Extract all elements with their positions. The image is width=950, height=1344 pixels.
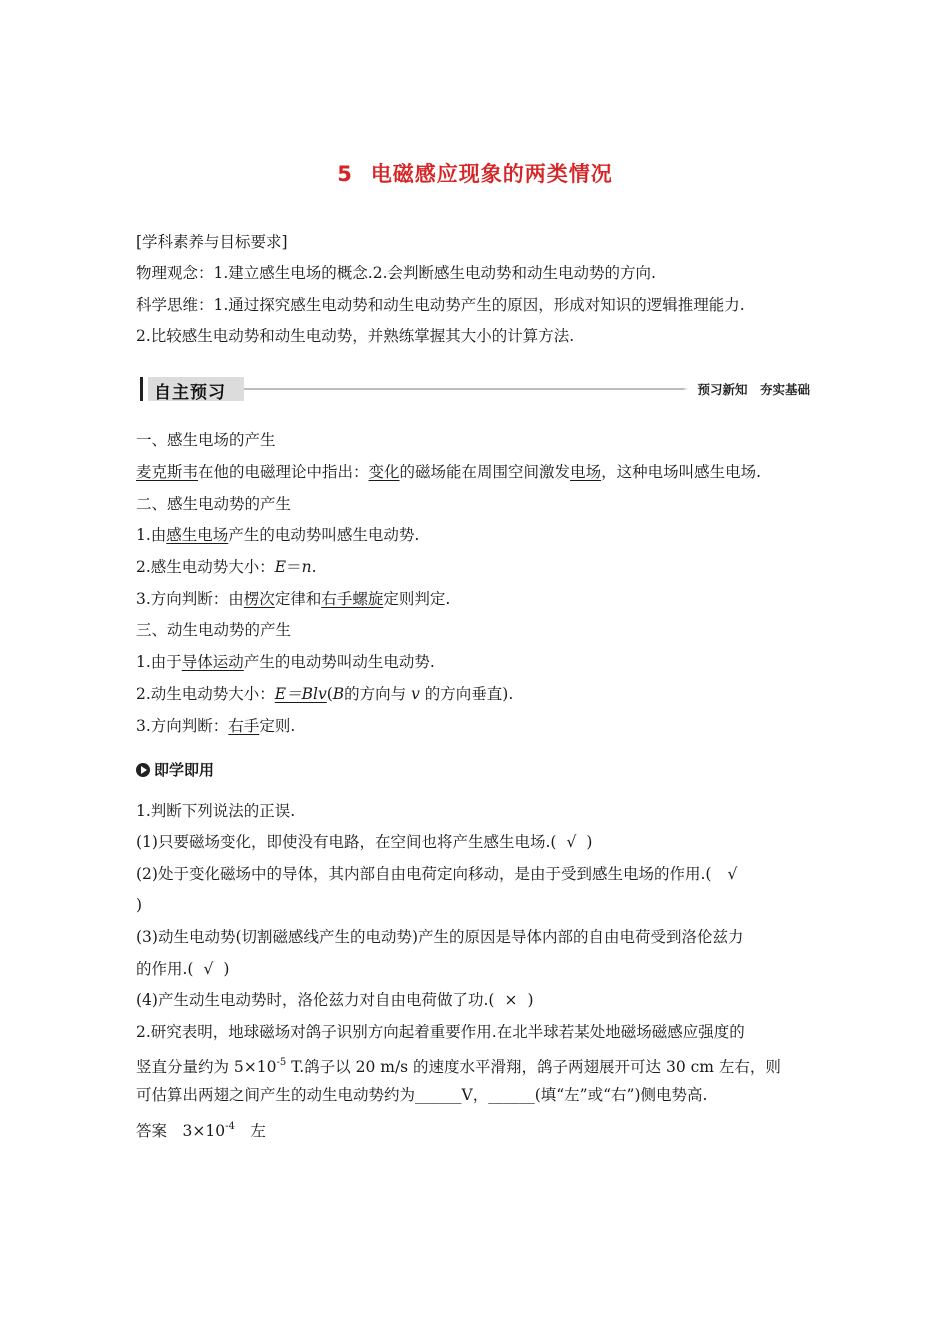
question-1-3-line-2: [136, 959, 229, 979]
text-fragment: 定则.: [259, 717, 296, 735]
text-fragment: 定律和: [274, 590, 322, 608]
section3-item-3: [136, 716, 295, 736]
blank-formula-blv: E＝Blv: [274, 685, 327, 703]
section3-item-2: [136, 684, 513, 704]
text-fragment: ，这种电场叫感生电场.: [601, 463, 762, 481]
section-banner: [136, 376, 812, 402]
physics-concept-line: 物理观念：1.建立感生电场的概念.2.会判断感生电动势和动生电动势的方向.: [136, 264, 656, 282]
section1-heading: 一、感生电场的产生: [136, 431, 276, 449]
blank-changing: 变化: [368, 463, 400, 481]
check-mark: √: [727, 865, 738, 883]
text-fragment: ): [586, 833, 593, 851]
section3-heading: 三、动生电动势的产生: [136, 621, 292, 639]
cross-mark: ×: [504, 991, 518, 1009]
practice-label: [136, 759, 214, 780]
question-2-line-2: [136, 1053, 781, 1077]
banner-rule: [244, 388, 684, 390]
banner-rule-end: [682, 388, 688, 390]
blank-electric-field: 电场: [570, 463, 602, 481]
title-number: 5: [337, 162, 353, 186]
banner-subtitle: 预习新知 夯实基础: [697, 382, 810, 397]
text-fragment: 的方向与: [344, 685, 412, 703]
text-fragment: T.鸽子以 20 m/s 的速度水平滑翔，鸽子两翅展开可达 30 cm 左右，则: [286, 1058, 781, 1076]
question-1-2-end: ): [136, 896, 143, 914]
section2-item-1: [136, 525, 419, 545]
blank-conductor-motion: 导体运动: [181, 653, 244, 671]
text-fragment: 3.方向判断：: [136, 717, 229, 735]
blank-right-hand: 右手: [228, 717, 260, 735]
practice-label-text: 即学即用: [154, 761, 215, 779]
section2-item-3: [136, 589, 450, 609]
question-1-3-line-1: (3)动生电动势(切割磁感线产生的电动势)产生的原因是导体内部的自由电荷受到洛伦兹力: [136, 928, 744, 946]
formula-e: E: [274, 558, 287, 576]
section2-item-2: [136, 557, 317, 577]
blank-maxwell: 麦克斯韦: [136, 463, 199, 481]
text-fragment: ＝: [286, 558, 302, 576]
formula-v: v: [411, 685, 420, 703]
text-fragment: 的方向垂直).: [419, 685, 514, 703]
text-fragment: 在他的电磁理论中指出：: [198, 463, 369, 481]
text-fragment: ): [223, 960, 230, 978]
science-thinking-line-1: 科学思维：1.通过探究感生电动势和动生电动势产生的原因，形成对知识的逻辑推理能力.: [136, 296, 745, 314]
question-1-4: [136, 990, 534, 1010]
text-fragment: 定则判定.: [383, 590, 451, 608]
requirements-header: [学科素养与目标要求]: [136, 233, 288, 251]
text-fragment: ): [527, 991, 534, 1009]
blank-induced-field: 感生电场: [166, 526, 229, 544]
text-fragment: 的作用.(: [136, 960, 194, 978]
section2-heading: 二、感生电动势的产生: [136, 495, 292, 513]
question-2-line-1: 2.研究表明，地球磁场对鸽子识别方向起着重要作用.在北半球若某处地磁场磁感应强度的: [136, 1023, 745, 1041]
question-1-1: [136, 832, 592, 852]
science-thinking-line-2: 2.比较感生电动势和动生电动势，并熟练掌握其大小的计算方法.: [136, 327, 575, 345]
text-fragment: 3.方向判断：由: [136, 590, 244, 608]
text-fragment: (2)处于变化磁场中的导体，其内部自由电荷定向移动，是由于受到感生电场的作用.(: [136, 865, 712, 883]
blank-right-hand-screw: 右手螺旋: [321, 590, 384, 608]
formula-n: n: [301, 558, 312, 576]
text-fragment: (4)产生动生电动势时，洛伦兹力对自由电荷做了功.(: [136, 991, 495, 1009]
text-fragment: 2.感生电动势大小：: [136, 558, 275, 576]
check-mark: √: [203, 960, 214, 978]
text-fragment: .: [311, 558, 317, 576]
text-fragment: (: [326, 685, 333, 703]
page-title: [0, 158, 950, 188]
text-fragment: 1.由: [136, 526, 167, 544]
blank-lenz: 楞次: [243, 590, 275, 608]
answer: [136, 1117, 266, 1141]
text-fragment: 2.动生电动势大小：: [136, 685, 275, 703]
section3-item-1: [136, 652, 435, 672]
banner-tag: [148, 377, 244, 401]
title-text: 电磁感应现象的两类情况: [370, 162, 613, 186]
question-1-2: [136, 864, 737, 884]
text-fragment: 的磁场能在周围空间激发: [399, 463, 571, 481]
text-fragment: (1)只要磁场变化，即使没有电路，在空间也将产生感生电场.(: [136, 833, 557, 851]
text-fragment: 1.由于: [136, 653, 182, 671]
banner-bar: [140, 377, 143, 401]
text-fragment: 左: [234, 1122, 266, 1140]
text-fragment: 答案 3×10: [136, 1122, 226, 1140]
text-fragment: 产生的电动势叫感生电动势.: [228, 526, 420, 544]
formula-b: B: [332, 685, 345, 703]
question-2-line-3: 可估算出两翅之间产生的动生电动势约为______V，______(填“左”或“右”)侧电势高.: [136, 1086, 708, 1104]
exponent: -4: [225, 1121, 235, 1132]
check-mark: √: [566, 833, 577, 851]
text-fragment: 竖直分量约为 5×10: [136, 1058, 277, 1076]
text-fragment: 产生的电动势叫动生电动势.: [243, 653, 435, 671]
question-1: 1.判断下列说法的正误.: [136, 802, 296, 820]
play-circle-icon: [136, 763, 150, 777]
section1-paragraph: [136, 462, 761, 482]
exponent: -5: [276, 1057, 287, 1068]
banner-label: 自主预习: [154, 383, 226, 403]
